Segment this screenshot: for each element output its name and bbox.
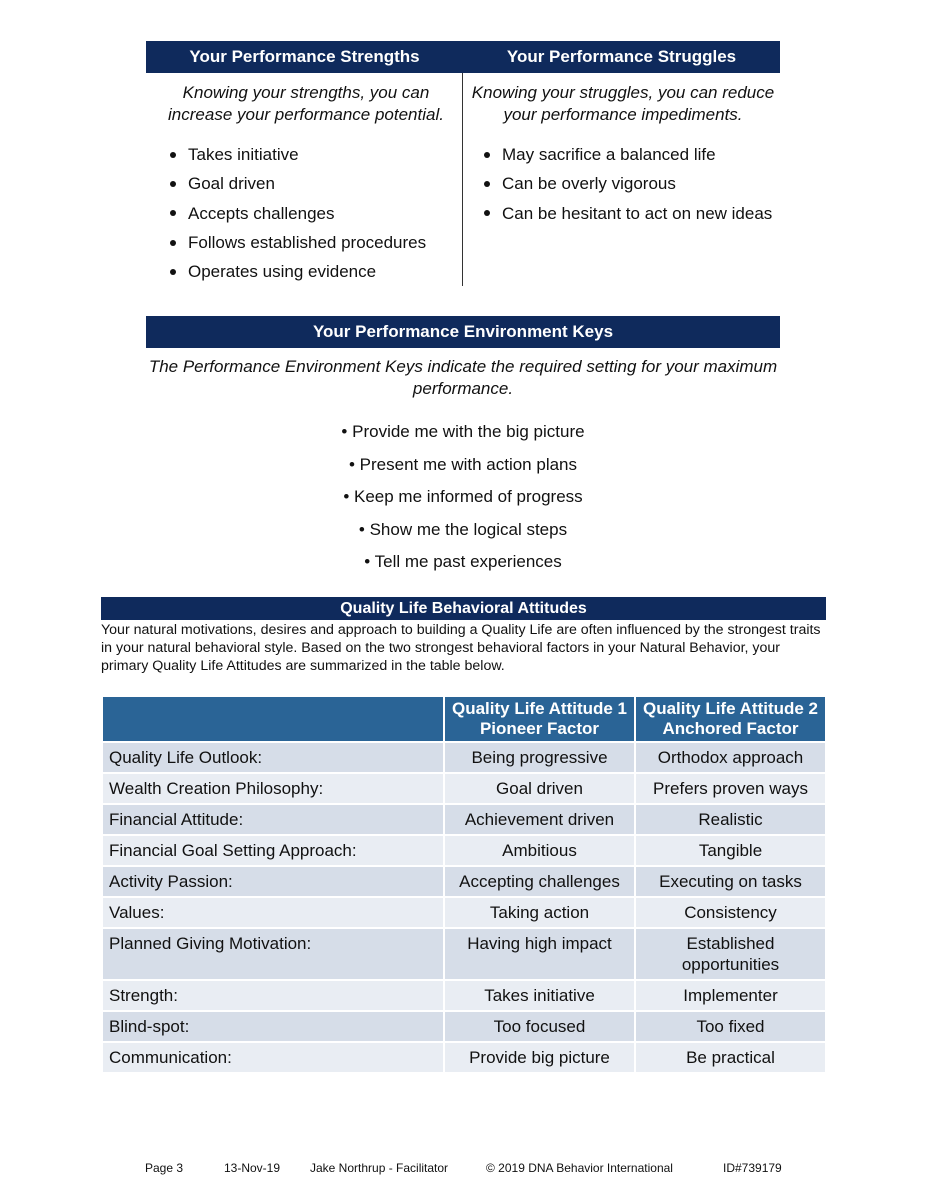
- row-label: Activity Passion:: [103, 867, 443, 896]
- list-item: Goal driven: [150, 169, 462, 198]
- list-item: • Present me with action plans: [348, 454, 578, 474]
- strengths-column: [150, 82, 462, 286]
- struggles-column: [464, 82, 782, 228]
- bullet-icon: [484, 210, 490, 216]
- attitude-2-value: Executing on tasks: [636, 867, 825, 896]
- attitude-1-value: Too focused: [445, 1012, 634, 1041]
- row-label: Communication:: [103, 1043, 443, 1072]
- attitude-1-value: Goal driven: [445, 774, 634, 803]
- attitude-2-value: Orthodox approach: [636, 743, 825, 772]
- table-header-row: [103, 697, 825, 741]
- strengths-struggles-header: [146, 41, 780, 73]
- list-item: May sacrifice a balanced life: [464, 140, 782, 169]
- list-item: Accepts challenges: [150, 199, 462, 228]
- list-item: Follows established procedures: [150, 228, 462, 257]
- bullet-icon: [170, 152, 176, 158]
- list-item: • Provide me with the big picture: [341, 422, 585, 441]
- attitude-2-value: Prefers proven ways: [636, 774, 825, 803]
- strengths-title: Your Performance Strengths: [146, 41, 463, 73]
- strengths-intro: Knowing your strengths, you can increase your performance potential.: [168, 83, 444, 124]
- environment-intro: The Performance Environment Keys indicate the required setting for your maximum performance.: [148, 357, 778, 398]
- table-row: [103, 1043, 825, 1072]
- row-label: Blind-spot:: [103, 1012, 443, 1041]
- bullet-icon: [484, 152, 490, 158]
- strengths-list: [150, 140, 462, 286]
- attitude-1-value: Accepting challenges: [445, 867, 634, 896]
- struggles-title: Your Performance Struggles: [463, 41, 780, 73]
- list-item: Can be hesitant to act on new ideas: [464, 199, 782, 228]
- row-label: Strength:: [103, 981, 443, 1010]
- attitude-1-value: Having high impact: [445, 929, 634, 979]
- attitude-2-value: Realistic: [636, 805, 825, 834]
- column-divider: [462, 73, 463, 286]
- table-row: [103, 836, 825, 865]
- quality-life-description: Your natural motivations, desires and approach to building a Quality Life are often influenced by the strongest traits in your natural behavioral style. Based on the two strongest behavioral factors in your Natural Behavior, your primary Quality Life Attitudes are summarized in the table below.: [101, 622, 821, 674]
- list-item: Operates using evidence: [150, 257, 462, 286]
- attitude-1-value: Being progressive: [445, 743, 634, 772]
- attitude-1-value: Achievement driven: [445, 805, 634, 834]
- row-label: Financial Attitude:: [103, 805, 443, 834]
- footer-date: 13-Nov-19: [224, 1161, 281, 1175]
- table-row: [103, 929, 825, 979]
- attitude-1-value: Ambitious: [445, 836, 634, 865]
- struggles-intro: Knowing your struggles, you can reduce your performance impediments.: [471, 83, 775, 124]
- list-item: Takes initiative: [150, 140, 462, 169]
- attitude-2-value: Consistency: [636, 898, 825, 927]
- list-item: Can be overly vigorous: [464, 169, 782, 198]
- row-label: Planned Giving Motivation:: [103, 929, 443, 979]
- attitude-2-value: Established opportunities: [636, 929, 825, 979]
- list-item: • Keep me informed of progress: [343, 487, 583, 507]
- footer-facilitator: Jake Northrup - Facilitator: [310, 1161, 449, 1175]
- list-item: • Tell me past experiences: [364, 552, 562, 572]
- table-row: [103, 981, 825, 1010]
- header-attitude-2: Quality Life Attitude 2 Anchored Factor: [636, 697, 825, 741]
- attitude-2-value: Too fixed: [636, 1012, 825, 1041]
- table-row: [103, 805, 825, 834]
- footer-page: Page 3: [145, 1161, 184, 1175]
- row-label: Values:: [103, 898, 443, 927]
- list-item: • Show me the logical steps: [358, 519, 568, 539]
- attitude-2-value: Tangible: [636, 836, 825, 865]
- header-attitude-1: Quality Life Attitude 1 Pioneer Factor: [445, 697, 634, 741]
- table-row: [103, 774, 825, 803]
- bullet-icon: [170, 210, 176, 216]
- footer-copyright: © 2019 DNA Behavior International: [486, 1161, 673, 1175]
- struggles-list: [464, 140, 782, 228]
- bullet-icon: [170, 240, 176, 246]
- bullet-icon: [484, 181, 490, 187]
- attitude-2-value: Implementer: [636, 981, 825, 1010]
- bullet-icon: [170, 269, 176, 275]
- table-row: [103, 1012, 825, 1041]
- attitude-2-value: Be practical: [636, 1043, 825, 1072]
- bullet-icon: [170, 181, 176, 187]
- header-blank: [103, 697, 443, 741]
- table-row: [103, 743, 825, 772]
- attitude-1-value: Provide big picture: [445, 1043, 634, 1072]
- attitude-1-value: Taking action: [445, 898, 634, 927]
- attitude-1-value: Takes initiative: [445, 981, 634, 1010]
- quality-life-title: Quality Life Behavioral Attitudes: [101, 597, 826, 620]
- environment-title: Your Performance Environment Keys: [146, 316, 780, 348]
- row-label: Financial Goal Setting Approach:: [103, 836, 443, 865]
- table-row: [103, 867, 825, 896]
- footer-id: ID#739179: [723, 1161, 782, 1175]
- row-label: Quality Life Outlook:: [103, 743, 443, 772]
- environment-list: [146, 416, 780, 579]
- table-row: [103, 898, 825, 927]
- row-label: Wealth Creation Philosophy:: [103, 774, 443, 803]
- quality-life-table: [101, 695, 827, 1074]
